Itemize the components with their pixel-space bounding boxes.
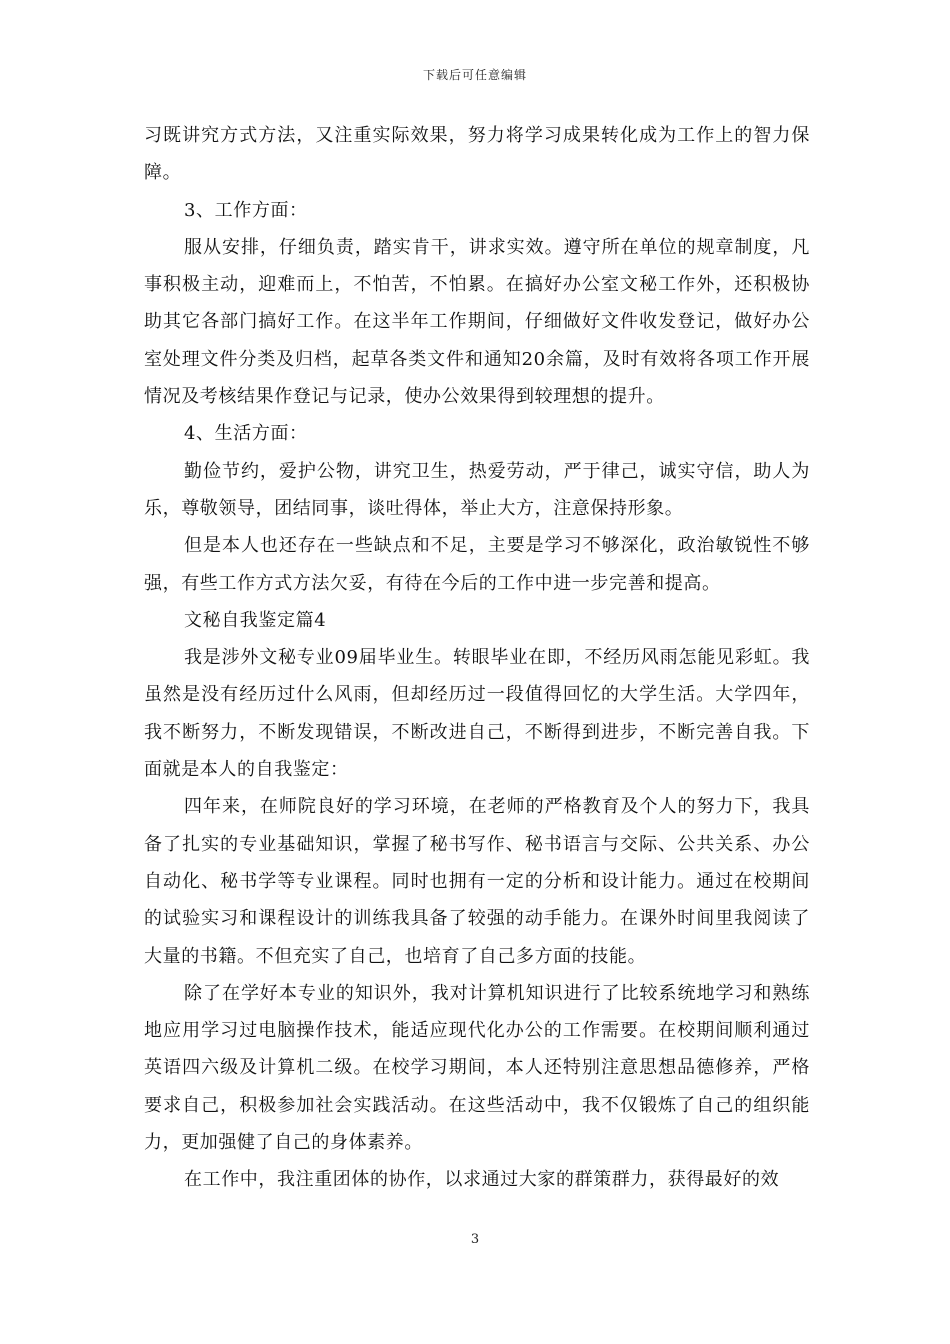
paragraph: 在工作中，我注重团体的协作，以求通过大家的群策群力，获得最好的效 — [184, 1169, 780, 1191]
page-header: 下载后可任意编辑 — [422, 68, 527, 82]
document-body — [144, 117, 810, 1199]
paragraph: 我是涉外文秘专业09届毕业生。转眼毕业在即，不经历风雨怎能见彩虹。我虽然是没有经历过什么风雨，但却经历过一段值得回忆的大学生活。大学四年，我不断努力，不断发现错误，不断改进自己，不断得到进步，不断完善自我。下面就是本人的自我鉴定： — [144, 647, 810, 781]
paragraph: 四年来，在师院良好的学习环境，在老师的严格教育及个人的努力下，我具备了扎实的专业基础知识，掌握了秘书写作、秘书语言与交际、公共关系、办公自动化、秘书学等专业课程。同时也拥有一定的分析和设计能力。通过在校期间的试验实习和课程设计的训练我具备了较强的动手能力。在课外时间里我阅读了大量的书籍。不但充实了自己，也培育了自己多方面的技能。 — [144, 796, 810, 967]
article-title: 文秘自我鉴定篇4 — [184, 609, 327, 631]
section-heading: 4、生活方面： — [184, 423, 308, 445]
paragraph: 习既讲究方式方法，又注重实际效果，努力将学习成果转化成为工作上的智力保障。 — [144, 125, 810, 184]
section-heading: 3、工作方面： — [184, 199, 308, 221]
paragraph: 除了在学好本专业的知识外，我对计算机知识进行了比较系统地学习和熟练地应用学习过电脑操作技术，能适应现代化办公的工作需要。在校期间顺利通过英语四六级及计算机二级。在校学习期间，本人还特别注意思想品德修养，严格要求自己，积极参加社会实践活动。在这些活动中，我不仅锻炼了自己的组织能力，更加强健了自己的身体素养。 — [144, 982, 810, 1154]
paragraph: 勤俭节约，爱护公物，讲究卫生，热爱劳动，严于律己，诚实守信，助人为乐，尊敬领导，团结同事，谈吐得体，举止大方，注意保持形象。 — [144, 460, 810, 519]
page-number: 3 — [470, 1232, 480, 1247]
paragraph: 但是本人也还存在一些缺点和不足，主要是学习不够深化，政治敏锐性不够强，有些工作方式方法欠妥，有待在今后的工作中进一步完善和提高。 — [144, 535, 810, 594]
paragraph: 服从安排，仔细负责，踏实肯干，讲求实效。遵守所在单位的规章制度，凡事积极主动，迎难而上，不怕苦，不怕累。在搞好办公室文秘工作外，还积极协助其它各部门搞好工作。在这半年工作期间，仔细做好文件收发登记，做好办公室处理文件分类及归档，起草各类文件和通知20余篇，及时有效将各项工作开展情况及考核结果作登记与记录，使办公效果得到较理想的提升。 — [144, 236, 810, 408]
